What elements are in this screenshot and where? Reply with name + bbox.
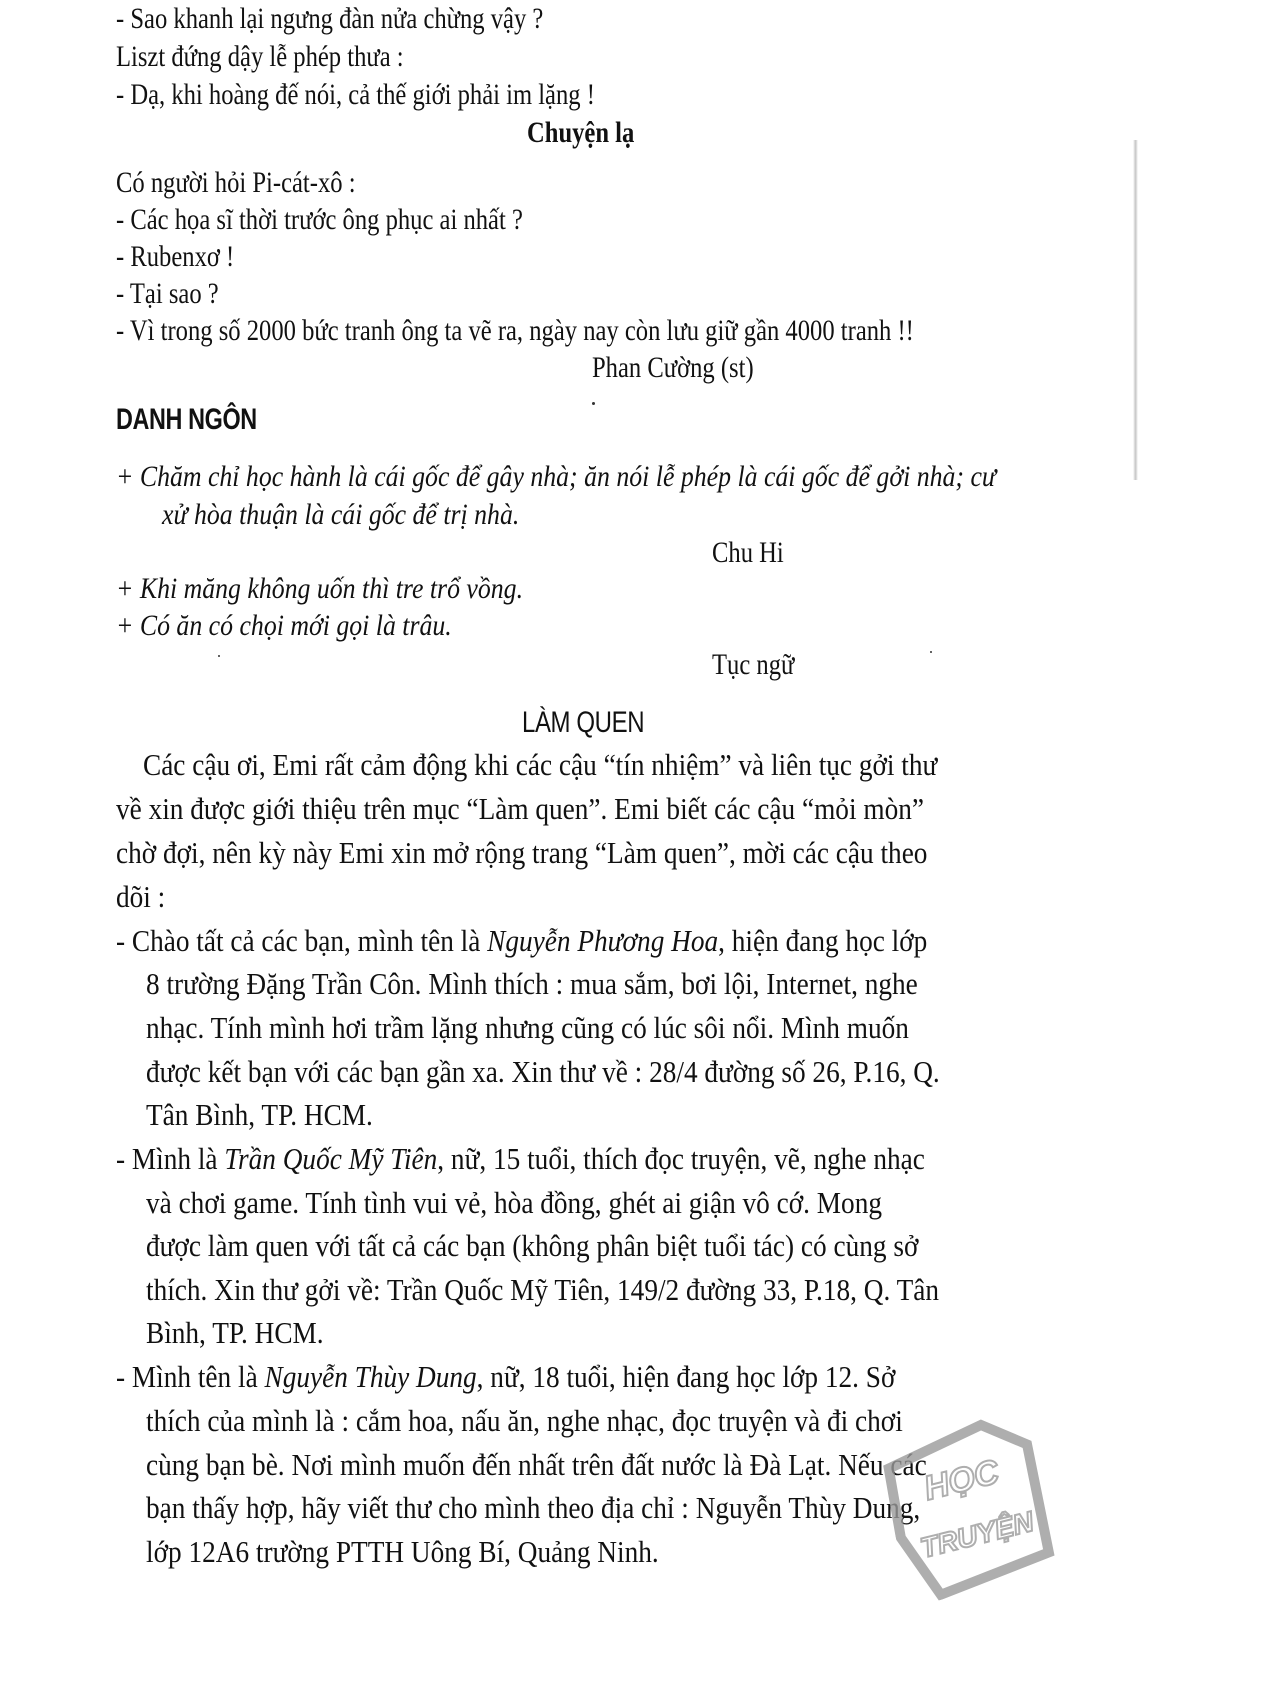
story-line: - Tại sao ? — [116, 277, 219, 310]
section-title-danh-ngon: DANH NGÔN — [116, 403, 257, 436]
intro-line: dõi : — [116, 879, 166, 914]
scan-speck — [930, 651, 932, 653]
section-title-lam-quen: LÀM QUEN — [522, 706, 645, 739]
story-line: Có người hỏi Pi-cát-xô : — [116, 166, 356, 199]
intro-line: Các cậu ơi, Emi rất cảm động khi các cậu “tín nhiệm” và liên tục gởi thư — [143, 747, 938, 782]
entry-suffix: , nữ, 15 tuổi, thích đọc truyện, vẽ, nghe nhạc — [437, 1141, 925, 1176]
entry-prefix: - Mình là — [116, 1141, 225, 1176]
entry-line: lớp 12A6 trường PTTH Uông Bí, Quảng Ninh. — [146, 1534, 659, 1569]
watermark-text-top: HỌC — [920, 1452, 1003, 1508]
intro-line: về xin được giới thiệu trên mục “Làm quen”. Emi biết các cậu “mỏi mòn” — [116, 791, 924, 826]
entry-line: và chơi game. Tính tình vui vẻ, hòa đồng, ghét ai giận vô cớ. Mong — [146, 1185, 882, 1220]
watermark-frame — [879, 1415, 1057, 1600]
anecdote-line: - Dạ, khi hoàng đế nói, cả thế giới phải im lặng ! — [116, 78, 595, 111]
entry-name: Trần Quốc Mỹ Tiên — [224, 1141, 438, 1176]
intro-line: chờ đợi, nên kỳ này Emi xin mở rộng trang “Làm quen”, mời các cậu theo — [116, 835, 928, 870]
section-title-chuyen-la: Chuyện lạ — [527, 116, 635, 149]
entry-line: Bình, TP. HCM. — [146, 1315, 324, 1350]
entry-line: cùng bạn bè. Nơi mình muốn đến nhất trên đất nước là Đà Lạt. Nếu các — [146, 1447, 927, 1482]
quote-attribution: Tục ngữ — [712, 648, 795, 681]
quote-line: + Khi măng không uốn thì tre trổ vồng. — [116, 572, 524, 605]
entry-line: nhạc. Tính mình hơi trầm lặng nhưng cũng có lúc sôi nổi. Mình muốn — [146, 1010, 909, 1045]
entry-line: được kết bạn với các bạn gần xa. Xin thư về : 28/4 đường số 26, P.16, Q. — [146, 1054, 940, 1089]
anecdote-line: Liszt đứng dậy lễ phép thưa : — [116, 40, 404, 73]
entry-prefix: - Mình tên là — [116, 1359, 265, 1394]
story-line: - Các họa sĩ thời trước ông phục ai nhất ? — [116, 203, 523, 236]
entry-suffix: , hiện đang học lớp — [718, 923, 928, 958]
entry-line: Tân Bình, TP. HCM. — [146, 1097, 373, 1132]
watermark-text-bottom: TRUYỆN — [917, 1505, 1037, 1564]
entry-suffix: , nữ, 18 tuổi, hiện đang học lớp 12. Sở — [476, 1359, 896, 1394]
anecdote-line: - Sao khanh lại ngưng đàn nửa chừng vậy ? — [116, 2, 544, 35]
quote-line: + Có ăn có chọi mới gọi là trâu. — [116, 609, 452, 642]
entry-first-line — [116, 1361, 895, 1392]
entry-line: 8 trường Đặng Trần Côn. Mình thích : mua sắm, bơi lội, Internet, nghe — [146, 966, 918, 1001]
entry-first-line — [116, 925, 927, 956]
entry-line: thích của mình là : cắm hoa, nấu ăn, nghe nhạc, đọc truyện và đi chơi — [146, 1403, 903, 1438]
scan-speck — [218, 655, 220, 657]
entry-name: Nguyễn Thùy Dung — [264, 1359, 477, 1394]
quote-line: xử hòa thuận là cái gốc để trị nhà. — [162, 498, 520, 531]
watermark-logo-icon — [872, 1403, 1068, 1607]
story-line: - Vì trong số 2000 bức tranh ông ta vẽ ra, ngày nay còn lưu giữ gần 4000 tranh !! — [116, 314, 914, 347]
entry-name: Nguyễn Phương Hoa — [487, 923, 719, 958]
scan-speck — [592, 402, 595, 405]
entry-line: thích. Xin thư gởi về: Trần Quốc Mỹ Tiên, 149/2 đường 33, P.18, Q. Tân — [146, 1272, 940, 1307]
quote-line: + Chăm chỉ học hành là cái gốc để gây nhà; ăn nói lễ phép là cái gốc để gởi nhà; cư — [116, 460, 996, 493]
entry-line: được làm quen với tất cả các bạn (không phân biệt tuổi tác) có cùng sở — [146, 1228, 919, 1263]
story-author: Phan Cường (st) — [592, 351, 754, 384]
entry-prefix: - Chào tất cả các bạn, mình tên là — [116, 923, 488, 958]
entry-first-line — [116, 1143, 925, 1174]
story-line: - Rubenxơ ! — [116, 240, 235, 273]
quote-attribution: Chu Hi — [712, 536, 784, 569]
scan-edge-shadow — [1133, 140, 1138, 480]
entry-line: bạn thấy hợp, hãy viết thư cho mình theo địa chỉ : Nguyễn Thùy Dung, — [146, 1490, 921, 1525]
